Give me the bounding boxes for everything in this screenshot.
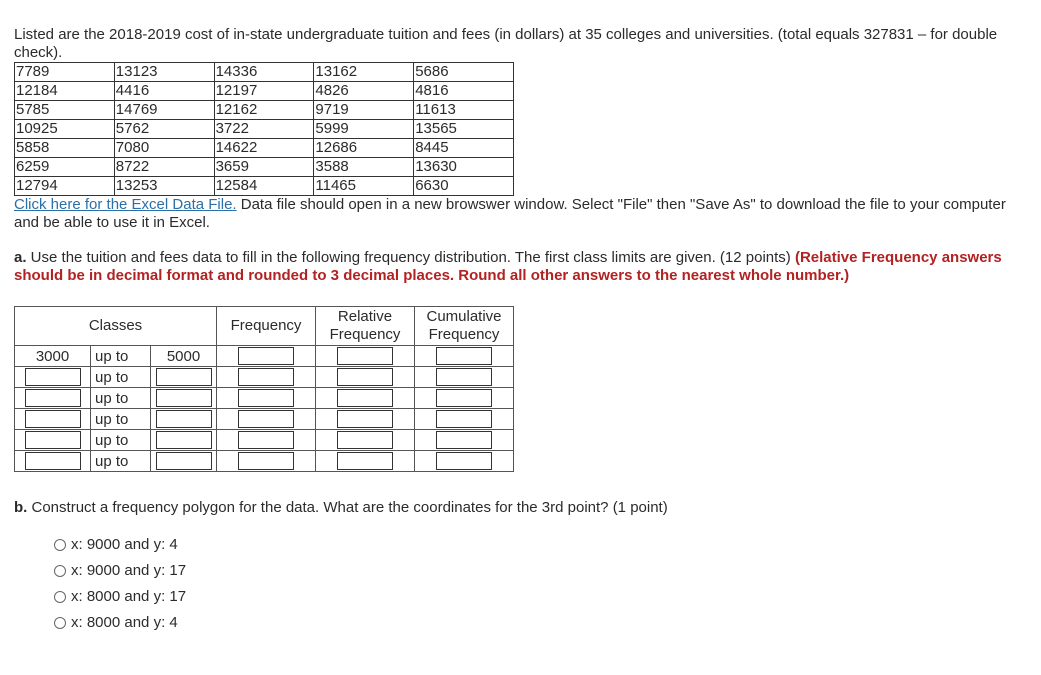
option-label: x: 8000 and y: 17 <box>71 588 187 605</box>
class-row <box>15 430 514 451</box>
freq-header-row <box>15 307 514 346</box>
data-cell: 12197 <box>214 82 314 101</box>
class-row <box>15 388 514 409</box>
frequency-input[interactable] <box>238 389 294 407</box>
answer-option[interactable] <box>54 532 1014 558</box>
frequency-distribution-table <box>14 306 514 472</box>
first-upper-limit: 5000 <box>151 346 217 367</box>
part-b-label: b. <box>14 499 28 516</box>
frequency-cell <box>217 367 316 388</box>
cumulative-frequency-input[interactable] <box>436 389 492 407</box>
data-cell: 8445 <box>414 139 514 158</box>
cumulative-frequency-cell <box>415 430 514 451</box>
upper-limit-cell <box>151 430 217 451</box>
relative-frequency-input[interactable] <box>337 452 393 470</box>
part-b-prompt <box>14 499 1014 517</box>
frequency-cell <box>217 409 316 430</box>
cumulative-frequency-input[interactable] <box>436 410 492 428</box>
lower-limit-input[interactable] <box>25 452 81 470</box>
upper-limit-input[interactable] <box>156 452 212 470</box>
lower-limit-input[interactable] <box>25 431 81 449</box>
upper-limit-cell <box>151 451 217 472</box>
frequency-cell <box>217 388 316 409</box>
data-cell: 14622 <box>214 139 314 158</box>
radio-button[interactable] <box>54 565 66 577</box>
answer-option[interactable] <box>54 584 1014 610</box>
cumulative-frequency-input[interactable] <box>436 368 492 386</box>
frequency-input[interactable] <box>238 410 294 428</box>
part-a-prompt <box>14 249 1014 285</box>
cumulative-frequency-cell <box>415 388 514 409</box>
cumulative-frequency-cell <box>415 346 514 367</box>
data-cell: 10925 <box>15 120 115 139</box>
excel-note: Data file should open in a new browswer window. Select "File" then "Save As" to download the file to your computer and be able to use it in Excel. <box>14 196 1006 231</box>
data-cell: 13123 <box>114 63 214 82</box>
data-cell: 3588 <box>314 158 414 177</box>
question-container <box>14 26 1014 636</box>
upper-limit-input[interactable] <box>156 389 212 407</box>
class-row <box>15 409 514 430</box>
data-cell: 13630 <box>414 158 514 177</box>
radio-button[interactable] <box>54 591 66 603</box>
frequency-input[interactable] <box>238 368 294 386</box>
cumulative-frequency-input[interactable] <box>436 347 492 365</box>
data-cell: 12584 <box>214 177 314 196</box>
frequency-input[interactable] <box>238 347 294 365</box>
data-row <box>15 63 514 82</box>
radio-button[interactable] <box>54 617 66 629</box>
data-cell: 4826 <box>314 82 414 101</box>
relative-frequency-input[interactable] <box>337 368 393 386</box>
data-row <box>15 101 514 120</box>
up-to-label: up to <box>91 409 151 430</box>
data-cell: 3722 <box>214 120 314 139</box>
data-cell: 13253 <box>114 177 214 196</box>
data-cell: 5762 <box>114 120 214 139</box>
data-row <box>15 82 514 101</box>
cumulative-frequency-input[interactable] <box>436 431 492 449</box>
up-to-label: up to <box>91 367 151 388</box>
frequency-header: Frequency <box>217 307 316 346</box>
data-cell: 13162 <box>314 63 414 82</box>
upper-limit-input[interactable] <box>156 431 212 449</box>
class-row <box>15 367 514 388</box>
data-cell: 11613 <box>414 101 514 120</box>
answer-option[interactable] <box>54 610 1014 636</box>
first-lower-limit: 3000 <box>15 346 91 367</box>
part-b-text: Construct a frequency polygon for the data. What are the coordinates for the 3rd point? (1 point) <box>27 499 668 516</box>
up-to-label: up to <box>91 388 151 409</box>
classes-header: Classes <box>15 307 217 346</box>
frequency-cell <box>217 451 316 472</box>
lower-limit-cell <box>15 367 91 388</box>
cumulative-frequency-cell <box>415 451 514 472</box>
lower-limit-cell <box>15 409 91 430</box>
lower-limit-cell <box>15 388 91 409</box>
data-cell: 7080 <box>114 139 214 158</box>
class-row <box>15 346 514 367</box>
relative-frequency-cell <box>316 367 415 388</box>
up-to-label: up to <box>91 430 151 451</box>
data-cell: 13565 <box>414 120 514 139</box>
data-cell: 4416 <box>114 82 214 101</box>
lower-limit-input[interactable] <box>25 368 81 386</box>
relative-frequency-header: Relative Frequency <box>316 307 415 346</box>
data-cell: 9719 <box>314 101 414 120</box>
intro-text: Listed are the 2018-2019 cost of in-state undergraduate tuition and fees (in dollars) at 35 colleges and universities. (total equals 327831 – for double check). <box>14 26 998 61</box>
class-row <box>15 451 514 472</box>
data-cell: 11465 <box>314 177 414 196</box>
relative-frequency-input[interactable] <box>337 431 393 449</box>
data-cell: 5686 <box>414 63 514 82</box>
data-row <box>15 177 514 196</box>
lower-limit-input[interactable] <box>25 389 81 407</box>
upper-limit-cell <box>151 388 217 409</box>
data-cell: 14336 <box>214 63 314 82</box>
relative-frequency-cell <box>316 409 415 430</box>
data-cell: 3659 <box>214 158 314 177</box>
upper-limit-input[interactable] <box>156 368 212 386</box>
part-a-text: Use the tuition and fees data to fill in the following frequency distribution. The first class limits are given. (12 points) <box>26 249 795 266</box>
data-cell: 12794 <box>15 177 115 196</box>
frequency-input[interactable] <box>238 452 294 470</box>
data-row <box>15 158 514 177</box>
frequency-input[interactable] <box>238 431 294 449</box>
relative-frequency-cell <box>316 430 415 451</box>
relative-frequency-input[interactable] <box>337 410 393 428</box>
relative-frequency-cell <box>316 451 415 472</box>
upper-limit-cell <box>151 409 217 430</box>
answer-option[interactable] <box>54 558 1014 584</box>
option-label: x: 9000 and y: 17 <box>71 562 187 579</box>
cumulative-frequency-cell <box>415 409 514 430</box>
data-cell: 6259 <box>15 158 115 177</box>
data-cell: 8722 <box>114 158 214 177</box>
cumulative-frequency-header: Cumulative Frequency <box>415 307 514 346</box>
lower-limit-input[interactable] <box>25 410 81 428</box>
data-cell: 12686 <box>314 139 414 158</box>
data-cell: 7789 <box>15 63 115 82</box>
cumulative-frequency-input[interactable] <box>436 452 492 470</box>
relative-frequency-cell <box>316 346 415 367</box>
relative-frequency-cell <box>316 388 415 409</box>
tuition-data-table <box>14 62 514 196</box>
data-cell: 5785 <box>15 101 115 120</box>
option-label: x: 9000 and y: 4 <box>71 536 178 553</box>
part-a-instructions: (Relative Frequency answers should be in decimal format and rounded to 3 decimal places. Round all other answers to the nearest whole number.) <box>14 249 1002 284</box>
excel-data-link[interactable]: Click here for the Excel Data File. <box>14 196 237 213</box>
relative-frequency-input[interactable] <box>337 347 393 365</box>
frequency-cell <box>217 430 316 451</box>
radio-button[interactable] <box>54 539 66 551</box>
up-to-label: up to <box>91 451 151 472</box>
lower-limit-cell <box>15 451 91 472</box>
lower-limit-cell <box>15 430 91 451</box>
up-to-label: up to <box>91 346 151 367</box>
data-row <box>15 120 514 139</box>
upper-limit-cell <box>151 367 217 388</box>
data-cell: 12184 <box>15 82 115 101</box>
data-cell: 5858 <box>15 139 115 158</box>
data-cell: 14769 <box>114 101 214 120</box>
data-cell: 5999 <box>314 120 414 139</box>
frequency-cell <box>217 346 316 367</box>
data-cell: 6630 <box>414 177 514 196</box>
excel-line <box>14 196 1014 232</box>
data-cell: 12162 <box>214 101 314 120</box>
relative-frequency-input[interactable] <box>337 389 393 407</box>
option-label: x: 8000 and y: 4 <box>71 614 178 631</box>
upper-limit-input[interactable] <box>156 410 212 428</box>
part-a-label: a. <box>14 249 27 266</box>
answer-options <box>54 532 1014 636</box>
cumulative-frequency-cell <box>415 367 514 388</box>
data-cell: 4816 <box>414 82 514 101</box>
data-row <box>15 139 514 158</box>
